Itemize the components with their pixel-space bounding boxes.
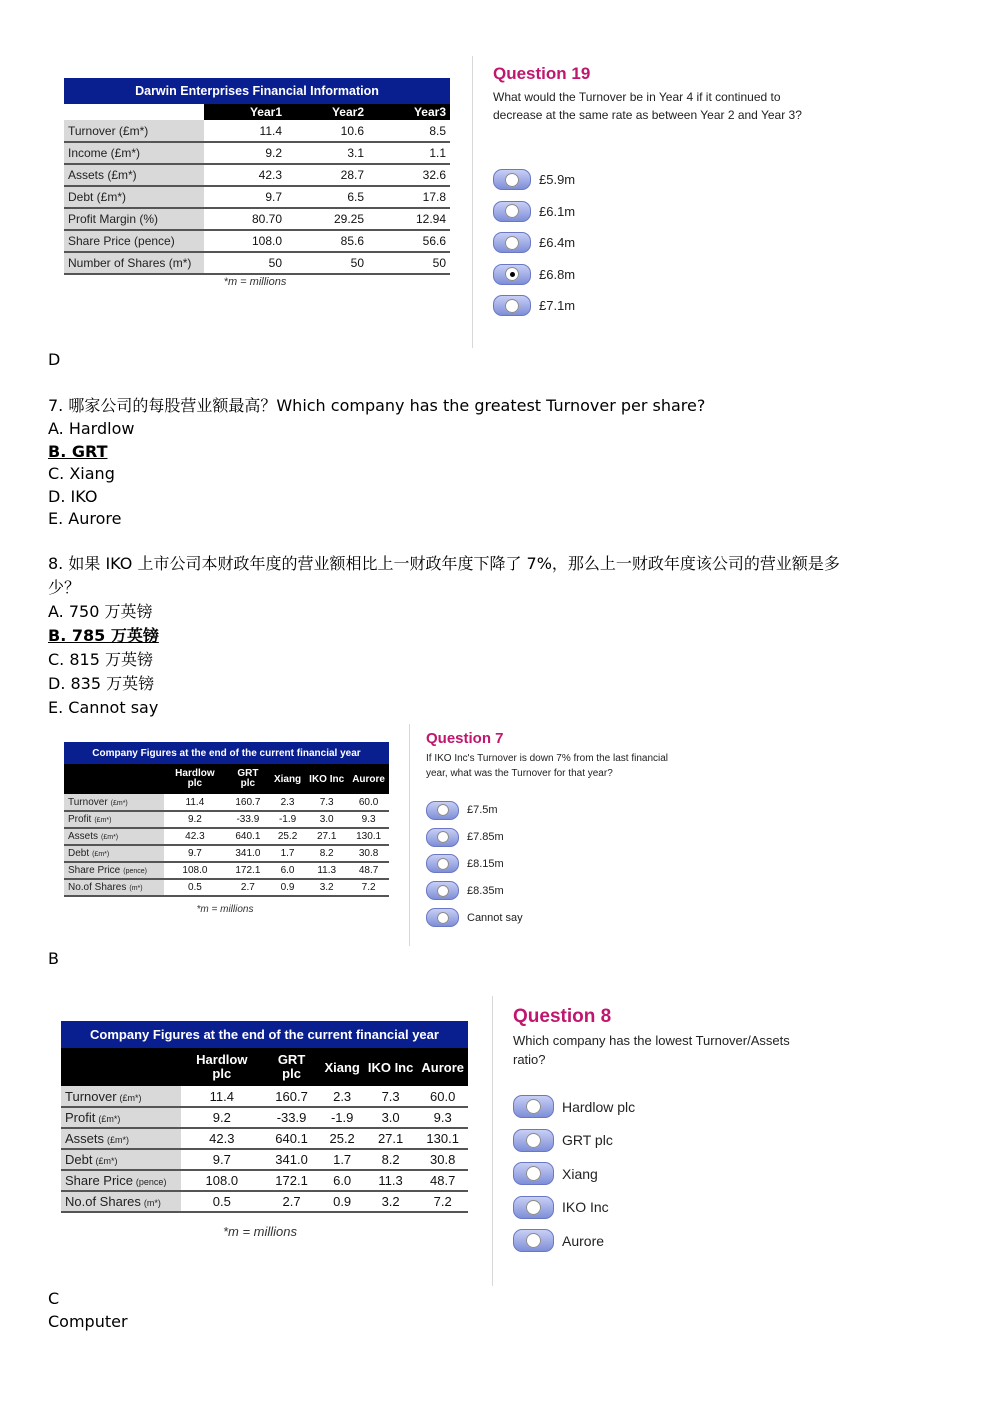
table-title: Company Figures at the end of the current financial year xyxy=(61,1021,468,1048)
answer-option[interactable] xyxy=(493,290,575,322)
radio-button[interactable] xyxy=(513,1095,554,1118)
table-cell: 60.0 xyxy=(417,1086,468,1107)
table-row xyxy=(61,1149,468,1170)
table-cell: 9.3 xyxy=(417,1107,468,1128)
header-cell: Xiang xyxy=(320,1048,363,1086)
row-unit: (£m*) xyxy=(92,851,110,858)
row-label-text: Debt xyxy=(65,1152,93,1167)
header-cell: Hardlow plc xyxy=(164,764,226,794)
row-unit: (m*) xyxy=(143,1198,161,1208)
table-cell: -1.9 xyxy=(320,1107,363,1128)
question-text: Which company has the lowest Turnover/Assets ratio? xyxy=(513,1033,790,1067)
row-label-text: Share Price xyxy=(65,1173,133,1188)
radio-dot-icon xyxy=(437,804,449,816)
table-cell: 80.70 xyxy=(204,208,286,230)
radio-dot-icon xyxy=(526,1200,541,1215)
answer-option[interactable] xyxy=(513,1124,635,1158)
company-figures-table xyxy=(61,1021,468,1213)
table-row xyxy=(61,1107,468,1128)
table-cell: 640.1 xyxy=(263,1128,321,1149)
row-label xyxy=(61,1170,181,1191)
answer-option[interactable] xyxy=(513,1090,635,1124)
header-row xyxy=(61,1048,468,1086)
table-cell: 0.5 xyxy=(164,879,226,896)
header-cell: GRT plc xyxy=(226,764,270,794)
radio-dot-icon xyxy=(505,204,519,218)
answer-letter: C xyxy=(48,1289,60,1308)
row-label: Share Price (pence) xyxy=(64,230,204,252)
table-cell: 3.1 xyxy=(286,142,368,164)
answer-option: C. Xiang xyxy=(48,464,115,484)
table-row xyxy=(61,1128,468,1149)
q8-question-line2: 少？ xyxy=(48,578,81,597)
table-cell: 48.7 xyxy=(417,1170,468,1191)
row-unit: (£m*) xyxy=(98,1114,121,1124)
table-cell: 50 xyxy=(368,252,450,274)
radio-button[interactable] xyxy=(493,232,531,253)
table-cell: 56.6 xyxy=(368,230,450,252)
radio-button[interactable] xyxy=(513,1196,554,1219)
answer-option: D. IKO xyxy=(48,486,98,506)
option-label: £8.35m xyxy=(467,884,504,897)
table-row xyxy=(61,1086,468,1107)
table-cell: 9.2 xyxy=(181,1107,263,1128)
header-cell-empty xyxy=(64,104,204,120)
radio-button[interactable] xyxy=(426,828,459,847)
answer-letter: B xyxy=(48,949,59,968)
row-label xyxy=(64,811,164,828)
option-label: £6.8m xyxy=(539,266,576,282)
row-label xyxy=(64,828,164,845)
question-title: Question 19 xyxy=(493,64,591,83)
header-cell: IKO Inc xyxy=(364,1048,418,1086)
table-cell: 85.6 xyxy=(286,230,368,252)
divider xyxy=(492,996,493,1286)
row-label-text: Assets xyxy=(65,1131,105,1146)
divider xyxy=(472,56,473,348)
table-cell: 2.7 xyxy=(226,879,270,896)
answer-option: A. 750 万英镑 xyxy=(48,602,153,621)
footer-text: Computer xyxy=(48,1312,128,1331)
table-cell: 48.7 xyxy=(348,862,389,879)
table-title: Company Figures at the end of the current financial year xyxy=(64,742,389,764)
table-cell: 8.2 xyxy=(305,845,348,862)
table-row xyxy=(61,1170,468,1191)
radio-button[interactable] xyxy=(493,264,531,285)
table-cell: 1.7 xyxy=(320,1149,363,1170)
table-cell: 7.2 xyxy=(348,879,389,896)
company-table-small-container xyxy=(64,742,389,897)
table-cell: 30.8 xyxy=(348,845,389,862)
answer-option[interactable] xyxy=(426,877,523,904)
answer-letter: D xyxy=(48,350,61,369)
answer-options xyxy=(513,1090,635,1258)
radio-dot-icon xyxy=(526,1166,541,1181)
table-cell: 2.3 xyxy=(320,1086,363,1107)
correct-answer-option: B. GRT xyxy=(48,441,108,461)
row-label xyxy=(64,845,164,862)
row-unit: (£m*) xyxy=(94,817,112,824)
row-label-text: Turnover xyxy=(68,796,108,808)
radio-dot-icon xyxy=(505,299,519,313)
table-cell: 7.2 xyxy=(417,1191,468,1212)
question-text: What would the Turnover be in Year 4 if it continued to decrease at the same rate as between Year 2 and Year 3? xyxy=(493,90,802,122)
table-cell: 9.2 xyxy=(164,811,226,828)
table-cell: 0.9 xyxy=(320,1191,363,1212)
table-cell: 11.4 xyxy=(164,794,226,811)
row-label: Income (£m*) xyxy=(64,142,204,164)
answer-option[interactable] xyxy=(493,259,575,291)
question-text: If IKO Inc's Turnover is down 7% from the last financial year, what was the Turnover for that year? xyxy=(426,753,669,779)
row-label: Turnover (£m*) xyxy=(64,120,204,142)
table-row xyxy=(64,120,450,142)
table-cell: 108.0 xyxy=(204,230,286,252)
radio-dot-icon xyxy=(526,1099,541,1114)
table-cell: 108.0 xyxy=(164,862,226,879)
darwin-financial-table-container xyxy=(64,78,450,275)
row-unit: (£m*) xyxy=(95,1156,118,1166)
table-cell: 172.1 xyxy=(263,1170,321,1191)
radio-dot-icon xyxy=(526,1133,541,1148)
divider xyxy=(409,724,410,946)
header-cell-empty xyxy=(64,764,164,794)
row-label: Debt (£m*) xyxy=(64,186,204,208)
darwin-financial-table xyxy=(64,78,450,275)
row-label-text: Share Price xyxy=(68,865,121,876)
answer-option[interactable] xyxy=(426,797,523,824)
q8-question-line1: 8. 如果 IKO 上市公司本财政年度的营业额相比上一财政年度下降了 7%，那么上一财政年度该公司的营业额是多 xyxy=(48,554,840,573)
row-label-text: Assets xyxy=(68,831,99,842)
millions-note: *m = millions xyxy=(223,276,287,288)
row-label xyxy=(61,1191,181,1212)
row-label xyxy=(61,1149,181,1170)
row-label: Number of Shares (m*) xyxy=(64,252,204,274)
radio-dot-icon xyxy=(437,858,449,870)
option-label: IKO Inc xyxy=(562,1199,609,1216)
table-cell: 9.3 xyxy=(348,811,389,828)
table-cell: 42.3 xyxy=(204,164,286,186)
table-cell: 60.0 xyxy=(348,794,389,811)
question-title: Question 8 xyxy=(513,1006,612,1027)
header-cell: Xiang xyxy=(270,764,305,794)
answer-option[interactable] xyxy=(493,227,575,259)
option-label: £5.9m xyxy=(539,172,576,188)
table-cell: 2.3 xyxy=(270,794,305,811)
table-cell: 7.3 xyxy=(364,1086,418,1107)
option-label: Aurore xyxy=(562,1232,605,1249)
row-unit: (£m*) xyxy=(101,834,119,841)
answer-options xyxy=(493,164,575,322)
table-cell: 130.1 xyxy=(348,828,389,845)
table-row xyxy=(64,845,389,862)
table-row xyxy=(64,811,389,828)
row-unit: (pence) xyxy=(123,868,147,875)
question-title: Question 7 xyxy=(426,730,504,747)
table-cell: -1.9 xyxy=(270,811,305,828)
answer-options xyxy=(426,797,523,931)
radio-dot-icon xyxy=(437,831,449,843)
table-cell: 8.2 xyxy=(364,1149,418,1170)
option-label: £6.1m xyxy=(539,203,576,219)
table-row xyxy=(64,230,450,252)
answer-option[interactable] xyxy=(513,1191,635,1225)
row-unit: (m*) xyxy=(129,885,143,892)
row-unit: (£m*) xyxy=(110,799,128,807)
table-cell: 3.0 xyxy=(305,811,348,828)
option-label: £7.1m xyxy=(539,298,576,314)
table-cell: 108.0 xyxy=(181,1170,263,1191)
row-unit: (pence) xyxy=(135,1177,167,1187)
radio-button[interactable] xyxy=(513,1162,554,1185)
row-label xyxy=(64,879,164,896)
table-cell: 9.7 xyxy=(164,845,226,862)
header-row xyxy=(64,764,389,794)
row-label-text: No.of Shares xyxy=(65,1194,141,1209)
table-cell: 11.4 xyxy=(204,120,286,142)
answer-option[interactable] xyxy=(513,1224,635,1258)
table-cell: 7.3 xyxy=(305,794,348,811)
table-cell: 42.3 xyxy=(164,828,226,845)
table-row xyxy=(64,794,389,811)
table-cell: 341.0 xyxy=(226,845,270,862)
table-cell: 2.7 xyxy=(263,1191,321,1212)
answer-option[interactable] xyxy=(426,904,523,931)
header-cell: Year1 xyxy=(204,104,286,120)
table-cell: 9.7 xyxy=(204,186,286,208)
table-cell: 11.3 xyxy=(305,862,348,879)
radio-button[interactable] xyxy=(493,295,531,316)
header-cell: Aurore xyxy=(348,764,389,794)
header-cell: Hardlow plc xyxy=(181,1048,263,1086)
radio-dot-icon xyxy=(437,912,449,924)
table-row xyxy=(64,142,450,164)
radio-button[interactable] xyxy=(426,854,459,873)
table-cell: 11.3 xyxy=(364,1170,418,1191)
table-cell: -33.9 xyxy=(263,1107,321,1128)
row-label-text: Profit xyxy=(65,1110,96,1125)
table-cell: 172.1 xyxy=(226,862,270,879)
table-cell: 10.6 xyxy=(286,120,368,142)
table-row xyxy=(64,862,389,879)
table-cell: 640.1 xyxy=(226,828,270,845)
row-unit: (£m*) xyxy=(107,1135,130,1145)
row-label xyxy=(64,862,164,879)
answer-option[interactable] xyxy=(426,851,523,878)
radio-button[interactable] xyxy=(513,1229,554,1252)
table-cell: 160.7 xyxy=(263,1086,321,1107)
radio-dot-icon xyxy=(526,1233,541,1248)
answer-option[interactable] xyxy=(426,824,523,851)
option-label: £6.4m xyxy=(539,235,576,251)
answer-option[interactable] xyxy=(513,1157,635,1191)
option-label: £7.5m xyxy=(467,804,498,817)
table-row xyxy=(64,164,450,186)
radio-button[interactable] xyxy=(513,1129,554,1152)
table-cell: 1.1 xyxy=(368,142,450,164)
radio-dot-icon xyxy=(437,885,449,897)
millions-note: *m = millions xyxy=(222,1224,298,1239)
option-label: £8.15m xyxy=(467,857,504,870)
table-cell: 42.3 xyxy=(181,1128,263,1149)
answer-option[interactable] xyxy=(493,164,575,196)
option-label: Hardlow plc xyxy=(562,1098,636,1115)
row-label xyxy=(61,1128,181,1149)
answer-option: C. 815 万英镑 xyxy=(48,650,153,669)
row-label xyxy=(61,1107,181,1128)
table-cell: 1.7 xyxy=(270,845,305,862)
table-cell: 11.4 xyxy=(181,1086,263,1107)
table-cell: 27.1 xyxy=(364,1128,418,1149)
table-cell: 17.8 xyxy=(368,186,450,208)
title-row xyxy=(64,742,389,764)
radio-dot-icon xyxy=(505,173,519,187)
option-label: £7.85m xyxy=(467,831,504,844)
table-cell: 32.6 xyxy=(368,164,450,186)
table-cell: 6.5 xyxy=(286,186,368,208)
row-label xyxy=(61,1086,181,1107)
table-cell: 3.2 xyxy=(305,879,348,896)
header-cell: Aurore xyxy=(417,1048,468,1086)
table-cell: 28.7 xyxy=(286,164,368,186)
title-row xyxy=(61,1021,468,1048)
row-label-text: Profit xyxy=(68,814,92,825)
row-label-text: Debt xyxy=(68,848,90,859)
table-row xyxy=(61,1191,468,1212)
radio-dot-icon xyxy=(505,236,519,250)
table-cell: 6.0 xyxy=(270,862,305,879)
table-cell: 25.2 xyxy=(270,828,305,845)
q7-question: 7. 哪家公司的每股营业额最高？Which company has the greatest Turnover per share? xyxy=(48,396,706,415)
answer-option[interactable] xyxy=(493,196,575,228)
row-label-text: Turnover xyxy=(65,1088,117,1104)
millions-note: *m = millions xyxy=(196,904,254,915)
table-cell: 0.9 xyxy=(270,879,305,896)
table-row xyxy=(64,828,389,845)
header-cell: IKO Inc xyxy=(305,764,348,794)
radio-button[interactable] xyxy=(493,201,531,222)
table-cell: 6.0 xyxy=(320,1170,363,1191)
table-row xyxy=(64,208,450,230)
table-title: Darwin Enterprises Financial Information xyxy=(64,78,450,104)
option-label: Cannot say xyxy=(467,911,523,924)
option-label: Xiang xyxy=(562,1165,598,1182)
header-cell: Year2 xyxy=(286,104,368,120)
table-cell: 341.0 xyxy=(263,1149,321,1170)
radio-button[interactable] xyxy=(493,169,531,190)
option-label: GRT plc xyxy=(562,1132,613,1149)
table-cell: 12.94 xyxy=(368,208,450,230)
company-table-large-container xyxy=(61,1021,468,1213)
table-cell: 0.5 xyxy=(181,1191,263,1212)
answer-option: E. Cannot say xyxy=(48,698,159,717)
table-cell: 50 xyxy=(286,252,368,274)
answer-option: E. Aurore xyxy=(48,509,122,529)
table-cell: -33.9 xyxy=(226,811,270,828)
table-row xyxy=(64,186,450,208)
table-cell: 3.0 xyxy=(364,1107,418,1128)
table-cell: 25.2 xyxy=(320,1128,363,1149)
table-cell: 30.8 xyxy=(417,1149,468,1170)
table-cell: 130.1 xyxy=(417,1128,468,1149)
radio-dot-icon xyxy=(505,267,519,281)
header-cell-empty xyxy=(61,1048,181,1086)
table-cell: 9.2 xyxy=(204,142,286,164)
row-label-text: No.of Shares xyxy=(68,882,127,893)
table-cell: 29.25 xyxy=(286,208,368,230)
header-cell: GRT plc xyxy=(263,1048,321,1086)
row-unit: (£m*) xyxy=(119,1092,142,1103)
table-row xyxy=(64,879,389,896)
radio-button[interactable] xyxy=(426,881,459,900)
row-label: Profit Margin (%) xyxy=(64,208,204,230)
table-cell: 50 xyxy=(204,252,286,274)
table-cell: 8.5 xyxy=(368,120,450,142)
answer-option: D. 835 万英镑 xyxy=(48,674,155,693)
radio-button[interactable] xyxy=(426,801,459,820)
row-label: Assets (£m*) xyxy=(64,164,204,186)
table-cell: 27.1 xyxy=(305,828,348,845)
header-cell: Year3 xyxy=(368,104,450,120)
answer-option: A. Hardlow xyxy=(48,419,135,438)
table-cell: 160.7 xyxy=(226,794,270,811)
correct-answer-option: B. 785 万英镑 xyxy=(48,626,159,645)
row-label xyxy=(64,794,164,811)
table-cell: 3.2 xyxy=(364,1191,418,1212)
table-row xyxy=(64,252,450,274)
radio-button[interactable] xyxy=(426,908,459,927)
table-cell: 9.7 xyxy=(181,1149,263,1170)
company-figures-table xyxy=(64,742,389,897)
